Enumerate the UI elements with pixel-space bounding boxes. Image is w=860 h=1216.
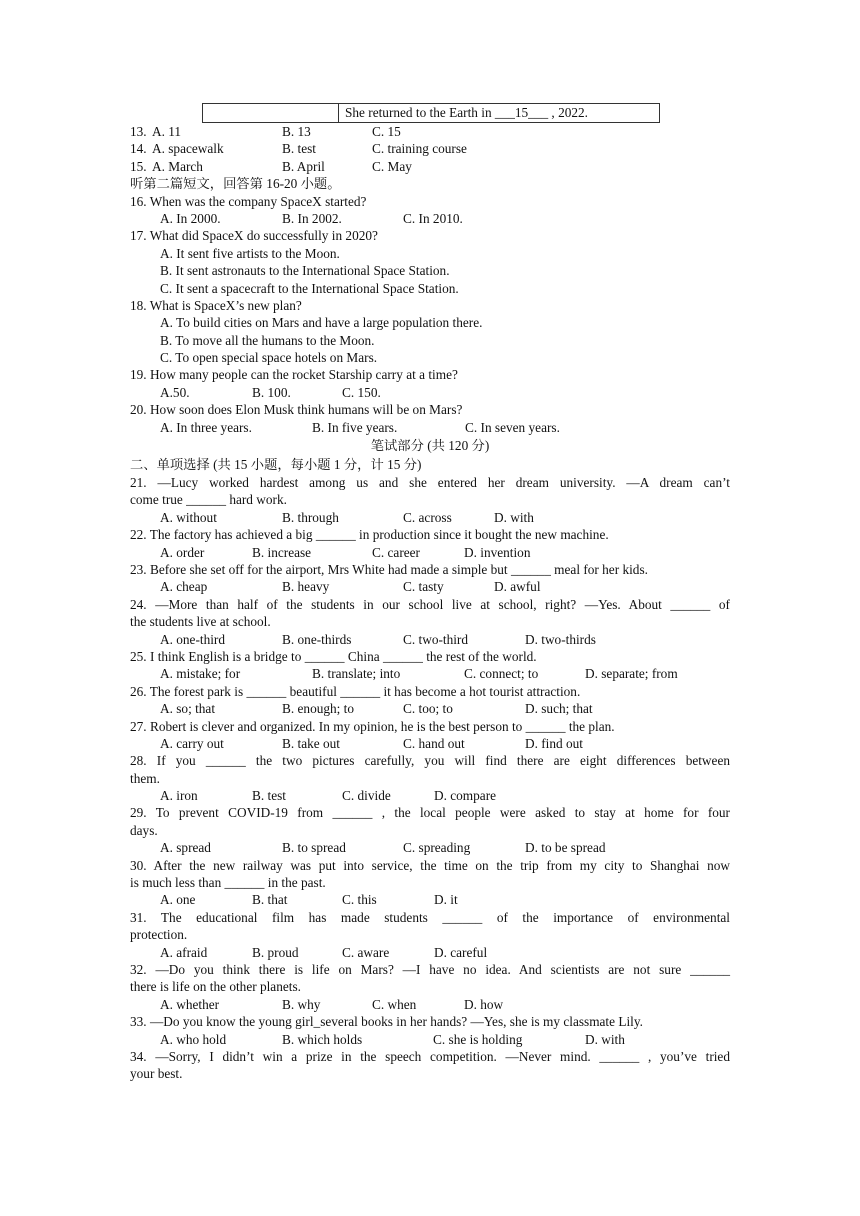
option-c: C. In 2010. (403, 210, 463, 226)
question-33-stem: 33. —Do you know the young girl_several books in her hands? —Yes, she is my classmate Lily. (130, 1014, 643, 1030)
option-a: A. 11 (152, 124, 182, 139)
exam-page (130, 103, 730, 1083)
option-a: A. cheap (160, 579, 208, 595)
question-22-stem: 22. The factory has achieved a big ______ in production since it bought the new machine. (130, 527, 609, 543)
question-30-line2: is much less than ______ in the past. (130, 875, 326, 891)
question-13 (130, 123, 730, 140)
option-c: C. May (372, 158, 412, 174)
question-21-options (130, 509, 730, 526)
option-c: C. training course (372, 141, 467, 157)
option-b: B. to spread (282, 840, 346, 856)
option-b: B. translate; into (312, 666, 401, 682)
answer-table-row (202, 103, 660, 123)
option-b: B. why (282, 996, 321, 1012)
question-19-options (130, 384, 730, 401)
option-c: C. spreading (403, 840, 471, 856)
option-a: A. afraid (160, 944, 208, 960)
option-c: C. aware (342, 944, 390, 960)
option-c: C. connect; to (464, 666, 539, 682)
question-32-line1: 32. —Do you think there is life on Mars? —I have no idea. And scientists are not sure ______ (130, 961, 730, 977)
question-19-stem: 19. How many people can the rocket Starship carry at a time? (130, 367, 458, 383)
question-16-options (130, 210, 730, 227)
option-b: B. take out (282, 735, 340, 751)
option-d: D. such; that (525, 701, 593, 717)
option-d: D. separate; from (585, 666, 678, 682)
question-28-line1: 28. If you ______ the two pictures carefully, you will find there are eight differences between (130, 753, 730, 769)
question-32-options (130, 996, 730, 1013)
question-20-stem: 20. How soon does Elon Musk think humans will be on Mars? (130, 402, 463, 418)
option-b: B. 100. (252, 384, 291, 400)
question-number: 13. (130, 124, 147, 139)
option-a: A. order (160, 544, 205, 560)
option-b: B. To move all the humans to the Moon. (160, 332, 375, 348)
option-a: A. who hold (160, 1031, 227, 1047)
question-29-line1: 29. To prevent COVID-19 from ______ , the local people were asked to stay at home for four (130, 805, 730, 821)
option-c: C. divide (342, 788, 391, 804)
option-a: A. To build cities on Mars and have a large population there. (160, 315, 483, 331)
option-d: D. find out (525, 735, 583, 751)
question-number: 14. (130, 141, 147, 157)
option-b: B. In five years. (312, 419, 398, 435)
question-27-options (130, 735, 730, 752)
option-c: C. To open special space hotels on Mars. (160, 350, 378, 366)
option-a: A. mistake; for (160, 666, 241, 682)
option-a: A. carry out (160, 735, 224, 751)
question-25-options (130, 665, 730, 682)
option-d: D. it (434, 892, 458, 908)
option-a: A.50. (160, 384, 190, 400)
option-b: B. which holds (282, 1031, 363, 1047)
option-a: A. In three years. (160, 419, 252, 435)
question-22-options (130, 544, 730, 561)
question-28-line2: them. (130, 770, 160, 786)
question-18-stem: 18. What is SpaceX’s new plan? (130, 297, 302, 313)
option-b: B. heavy (282, 579, 330, 595)
option-b: B. April (282, 158, 325, 174)
question-17-stem: 17. What did SpaceX do successfully in 2020? (130, 228, 378, 244)
option-d: D. compare (434, 788, 497, 804)
option-b: B. test (282, 141, 316, 157)
question-23-options (130, 578, 730, 595)
section-2-title: 二、单项选择 (共 15 小题，每小题 1 分，计 15 分) (130, 457, 422, 473)
option-c: C. across (403, 509, 452, 525)
option-a: A. one-third (160, 631, 225, 647)
question-32-line2: there is life on the other planets. (130, 979, 301, 995)
option-b: B. test (252, 788, 286, 804)
option-c: C. 150. (342, 384, 381, 400)
question-31-line1: 31. The educational film has made students ______ of the importance of environmental (130, 909, 730, 925)
option-c: C. In seven years. (465, 419, 560, 435)
written-part-title: 笔试部分 (共 120 分) (370, 438, 490, 454)
option-c: C. this (342, 892, 377, 908)
option-b: B. increase (252, 544, 312, 560)
option-d: D. with (494, 509, 534, 525)
option-c: C. hand out (403, 735, 465, 751)
question-34-line1: 34. —Sorry, I didn’t win a prize in the speech competition. —Never mind. ______ , you’ve tried (130, 1048, 730, 1064)
option-a: A. without (160, 509, 217, 525)
option-c: C. she is holding (433, 1031, 523, 1047)
question-31-line2: protection. (130, 927, 188, 943)
option-c: C. tasty (403, 579, 444, 595)
option-b: B. It sent astronauts to the International Space Station. (160, 263, 450, 279)
question-27-stem: 27. Robert is clever and organized. In my opinion, he is the best person to ______ the plan. (130, 718, 615, 734)
question-21-line2: come true ______ hard work. (130, 492, 287, 508)
question-24-options (130, 631, 730, 648)
option-c: C. two-third (403, 631, 469, 647)
option-d: D. to be spread (525, 840, 606, 856)
question-34-line2: your best. (130, 1066, 183, 1082)
question-23-stem: 23. Before she set off for the airport, Mrs White had made a simple but ______ meal for her kids. (130, 561, 648, 577)
option-a: A. one (160, 892, 196, 908)
question-number: 15. (130, 158, 147, 174)
question-29-line2: days. (130, 822, 158, 838)
question-29-options (130, 839, 730, 856)
option-b: B. In 2002. (282, 210, 342, 226)
option-d: D. careful (434, 944, 488, 960)
option-a: A. In 2000. (160, 210, 221, 226)
option-a: A. iron (160, 788, 198, 804)
option-b: B. one-thirds (282, 631, 352, 647)
option-b: B. 13 (282, 124, 311, 139)
question-30-options (130, 891, 730, 908)
table-cell-right: She returned to the Earth in ___15___ , 2022. (345, 105, 588, 120)
option-d: D. how (464, 996, 504, 1012)
question-15 (130, 158, 730, 175)
option-a: A. spacewalk (152, 141, 224, 157)
option-b: B. that (252, 892, 288, 908)
question-14 (130, 140, 730, 157)
option-a: A. spread (160, 840, 211, 856)
question-21-line1: 21. —Lucy worked hardest among us and she entered her dream university. —A dream can’t (130, 475, 730, 491)
question-24-line2: the students live at school. (130, 614, 271, 630)
option-d: D. invention (464, 544, 531, 560)
question-28-options (130, 787, 730, 804)
option-b: B. proud (252, 944, 299, 960)
option-d: D. awful (494, 579, 541, 595)
question-31-options (130, 944, 730, 961)
question-30-line1: 30. After the new railway was put into service, the time on the trip from my city to Shanghai now (130, 857, 730, 873)
option-c: C. career (372, 544, 420, 560)
question-26-stem: 26. The forest park is ______ beautiful ______ it has become a hot tourist attraction. (130, 683, 581, 699)
option-c: C. too; to (403, 701, 453, 717)
option-c: C. when (372, 996, 417, 1012)
table-cell-left (203, 104, 339, 122)
option-a: A. whether (160, 996, 220, 1012)
option-a: A. March (152, 158, 203, 174)
option-c: C. 15 (372, 124, 401, 139)
question-25-stem: 25. I think English is a bridge to ______ China ______ the rest of the world. (130, 648, 537, 664)
question-16-stem: 16. When was the company SpaceX started? (130, 193, 367, 209)
option-d: D. with (585, 1031, 625, 1047)
question-20-options (130, 419, 730, 436)
question-33-options (130, 1031, 730, 1048)
option-a: A. so; that (160, 701, 216, 717)
option-a: A. It sent five artists to the Moon. (160, 245, 340, 261)
question-24-line1: 24. —More than half of the students in our school live at school, right? —Yes. About ______ of (130, 596, 730, 612)
option-b: B. through (282, 509, 339, 525)
question-26-options (130, 700, 730, 717)
option-d: D. two-thirds (525, 631, 596, 647)
option-c: C. It sent a spacecraft to the International Space Station. (160, 280, 459, 296)
option-b: B. enough; to (282, 701, 355, 717)
section-listening-2-title: 听第二篇短文，回答第 16-20 小题。 (130, 176, 341, 192)
